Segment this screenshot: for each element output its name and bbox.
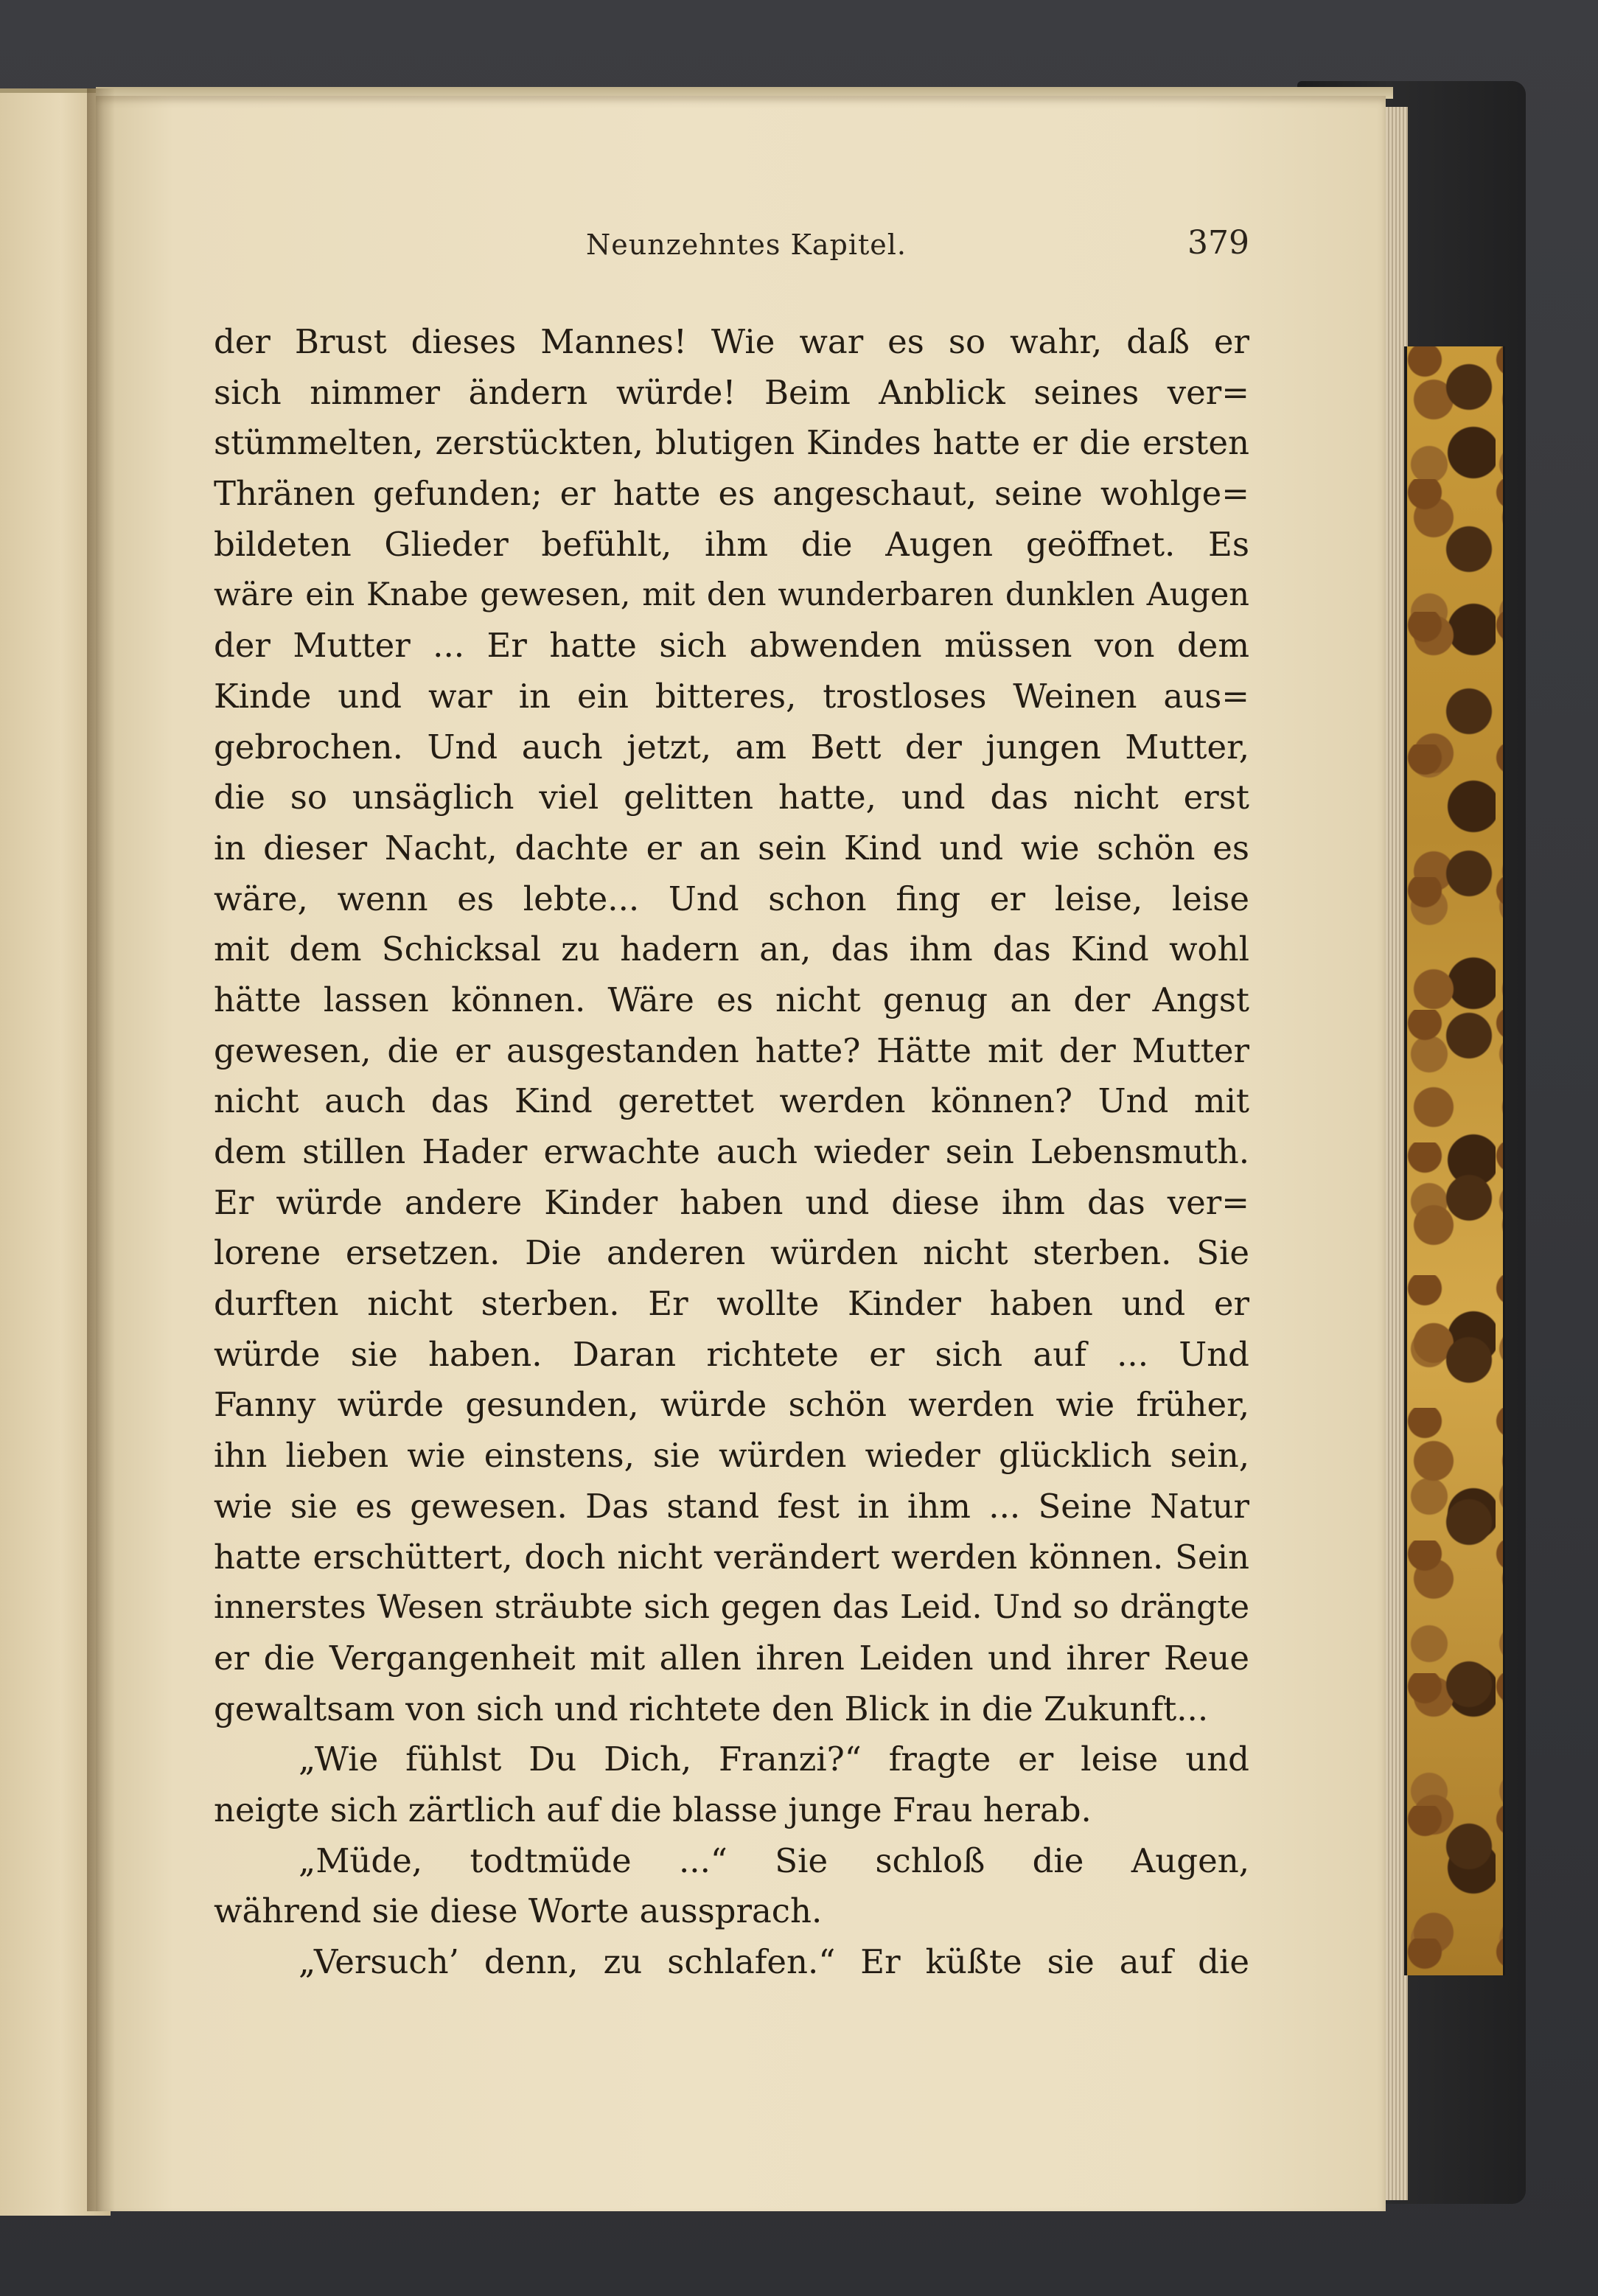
text-line: bildeten Glieder befühlt, ihm die Augen geöffnet. Es: [214, 524, 1249, 564]
chapter-title: Neunzehntes Kapitel.: [586, 228, 907, 261]
text-line: wie sie es gewesen. Das stand fest in ihm ... Seine Natur: [214, 1486, 1249, 1526]
text-line: gewesen, die er ausgestanden hatte? Hätte mit der Mutter: [214, 1030, 1249, 1070]
text-line: innerstes Wesen sträubte sich gegen das Leid. Und so drängte: [214, 1588, 1249, 1627]
text-line: „Wie fühlst Du Dich, Franzi?“ fragte er leise und: [299, 1740, 1249, 1779]
book-gutter-shadow: [87, 88, 115, 2211]
text-line: mit dem Schicksal zu hadern an, das ihm das Kind wohl: [214, 929, 1249, 969]
text-line: während sie diese Worte aussprach.: [214, 1891, 823, 1931]
text-line: würde sie haben. Daran richtete er sich auf ... Und: [214, 1334, 1249, 1374]
text-line: gewaltsam von sich und richtete den Blick in die Zukunft...: [214, 1689, 1209, 1728]
text-line: dem stillen Hader erwachte auch wieder sein Lebensmuth.: [214, 1132, 1249, 1171]
text-line: er die Vergangenheit mit allen ihren Leiden und ihrer Reue: [214, 1638, 1249, 1678]
text-line: „Versuch’ denn, zu schlafen.“ Er küßte sie auf die: [299, 1942, 1249, 1981]
text-line: ihn lieben wie einstens, sie würden wieder glücklich sein,: [214, 1436, 1249, 1476]
text-line: nicht auch das Kind gerettet werden können? Und mit: [214, 1081, 1249, 1121]
text-line: Er würde andere Kinder haben und diese ihm das ver=: [214, 1182, 1249, 1222]
text-line: „Müde, todtmüde ...“ Sie schloß die Augen,: [299, 1840, 1249, 1880]
text-line: sich nimmer ändern würde! Beim Anblick seines ver=: [214, 372, 1249, 412]
text-line: wäre ein Knabe gewesen, mit den wunderbaren dunklen Augen: [214, 576, 1249, 614]
text-line: hatte erschüttert, doch nicht verändert werden können. Sein: [214, 1537, 1249, 1577]
body-text: [214, 317, 1249, 1988]
marbled-edge: [1404, 346, 1505, 1975]
text-line: lorene ersetzen. Die anderen würden nicht sterben. Sie: [214, 1233, 1249, 1273]
text-line: wäre, wenn es lebte... Und schon fing er leise, leise: [214, 879, 1249, 918]
text-line: gebrochen. Und auch jetzt, am Bett der jungen Mutter,: [214, 727, 1249, 767]
text-line: der Brust dieses Mannes! Wie war es so wahr, daß er: [214, 322, 1249, 361]
text-line: hätte lassen können. Wäre es nicht genug an der Angst: [214, 980, 1249, 1019]
text-line: die so unsäglich viel gelitten hatte, und das nicht erst: [214, 778, 1249, 817]
page-number: 379: [1187, 224, 1249, 262]
text-line: Thränen gefunden; er hatte es angeschaut, seine wohlge=: [214, 474, 1249, 514]
text-line: Fanny würde gesunden, würde schön werden wie früher,: [214, 1385, 1249, 1425]
text-line: Kinde und war in ein bitteres, trostloses Weinen aus=: [214, 676, 1249, 716]
running-header: [217, 224, 1249, 280]
text-line: der Mutter ... Er hatte sich abwenden müssen von dem: [214, 626, 1249, 666]
text-line: in dieser Nacht, dachte er an sein Kind und wie schön es: [214, 828, 1249, 868]
text-line: stümmelten, zerstückten, blutigen Kindes hatte er die ersten: [214, 423, 1249, 463]
text-line: durften nicht sterben. Er wollte Kinder haben und er: [214, 1284, 1249, 1324]
text-line: neigte sich zärtlich auf die blasse junge Frau herab.: [214, 1790, 1092, 1829]
